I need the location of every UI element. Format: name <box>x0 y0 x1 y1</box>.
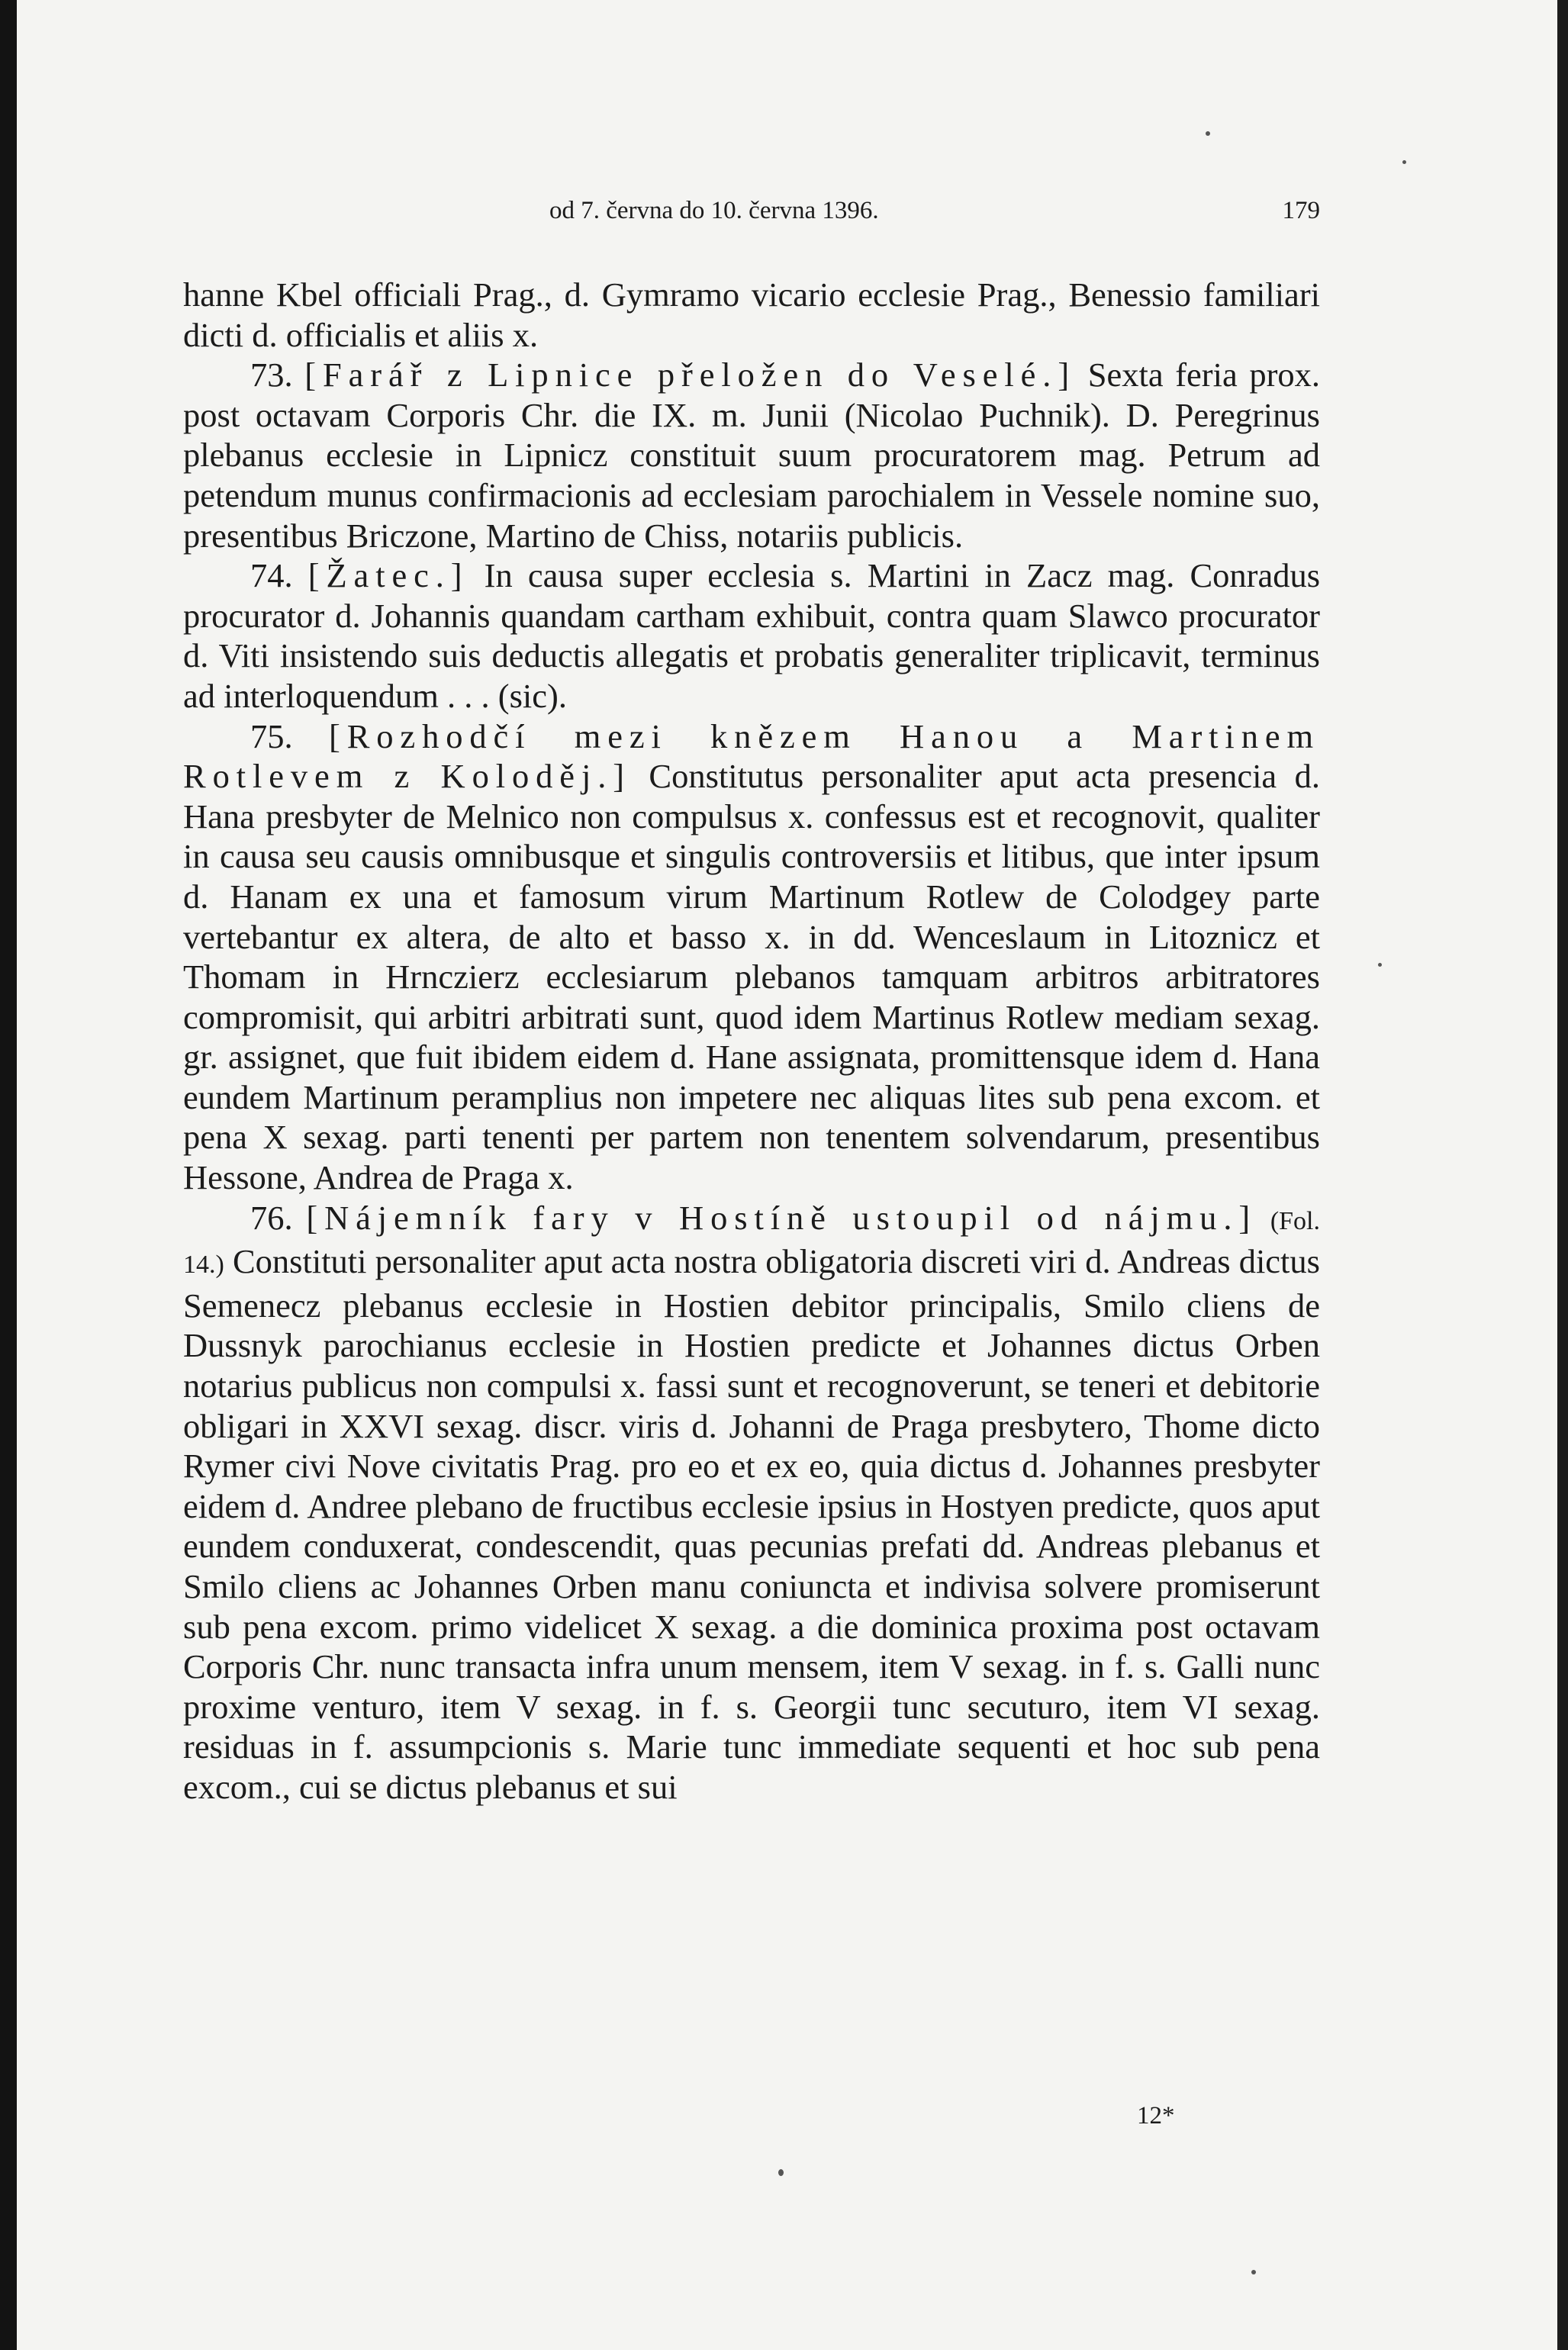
entry-73 <box>183 355 1320 555</box>
scan-edge-left <box>0 0 17 2350</box>
entry-text: Constitutus personaliter aput acta presencia d. Hana presbyter de Melnico non compulsus x. confessus est et recognovit, qualiter in causa seu causis omnibusque et singulis controversiis et litibus, que inter ipsum d. Hanam ex una et famosum virum Martinum Rotlew de Colodgey parte vertebantur ex altera, de alto et basso x. in dd. Wenceslaum in Litoznicz et Thomam in Hrnczierz ecclesiarum plebanos tamquam arbitros arbitratores compromisit, qui arbitri arbitrati sunt, quod idem Martinus Rotlew mediam sexag. gr. assignet, que fuit ibidem eidem d. Hane assignata, promittensque idem d. Hana eundem Martinum peramplius non impetere nec aliquas lites sub pena excom. et pena X sexag. parti tenenti per partem non tenentem solvendarum, presentibus Hessone, Andrea de Praga x. <box>183 757 1320 1197</box>
signature-mark: 12* <box>1137 2102 1175 2129</box>
entry-text: Sexta feria prox. post octavam Corporis Chr. die IX. m. Junii (Nicolao Puchnik). D. Peregrinus plebanus ecclesie in Lipnicz constituit suum procuratorem mag. Petrum ad petendum munus confirmacionis ad ecclesiam parochialem in Vessele nomine suo, presentibus Briczone, Martino de Chiss, notariis publicis. <box>183 356 1321 555</box>
entry-number: 76. <box>250 1198 293 1237</box>
entry-text: Constituti personaliter aput acta nostra obligatoria discreti viri d. Andreas dictus Semenecz plebanus ecclesie in Hostien debitor principalis, Smilo cliens de Dussnyk parochianus ecclesie in Hostien predicte et Johannes dictus Orben notarius publicus non compulsi x. fassi sunt et recognoverunt, se teneri et debitorie obligari in XXVI sexag. discr. viris d. Johanni de Praga presbytero, Thome dicto Rymer civi Nove civitatis Prag. pro eo et ex eo, quia dictus d. Johannes presbyter eidem d. Andree plebano de fructibus ecclesie ipsius in Hostyen predicte, quos aput eundem conduxerat, condescendit, quas pecunias prefati dd. Andreas plebanus et Smilo cliens ac Johannes Orben manu coniuncta et indivisa solvere promiserunt sub pena excom. primo videlicet X sexag. a die dominica proxima post octavam Corporis Chr. nunc transacta infra unum mensem, item V sexag. in f. s. Galli nunc proxime venturo, item V sexag. in f. s. Georgii tunc secuturo, item VI sexag. residuas in f. assumpcionis s. Marie tunc immediate sequenti et hoc sub pena excom., cui se dictus plebanus et sui <box>183 1242 1320 1806</box>
entry-76 <box>183 1198 1320 1808</box>
running-title: od 7. června do 10. června 1396. <box>549 197 879 224</box>
entry-number: 75. <box>250 716 293 755</box>
body-text <box>183 275 1320 1808</box>
entry-heading: [Rozhodčí mezi knězem Hanou a Martinem Rotlevem z Koloděj.] <box>183 716 1321 796</box>
entry-number: 74. <box>250 556 293 595</box>
page-number: 179 <box>1282 197 1320 224</box>
scan-speck <box>778 2169 784 2176</box>
scan-speck <box>1378 963 1382 967</box>
scan-speck <box>1402 160 1406 164</box>
scan-speck <box>1251 2270 1256 2274</box>
paragraph-continuation <box>183 275 1320 355</box>
scan-speck <box>1206 131 1210 136</box>
entry-text: In causa super ecclesia s. Martini in Zacz mag. Conradus procurator d. Johannis quandam cartham exhibuit, contra quam Slawco procurator d. Viti insistendo suis deductis allegatis et probatis generaliter triplicavit, terminus ad interloquendum . . . (sic). <box>183 556 1321 715</box>
entry-heading: [Nájemník fary v Hostíně ustoupil od nájmu.] <box>306 1198 1257 1237</box>
paragraph-text: hanne Kbel officiali Prag., d. Gymramo vicario ecclesie Prag., Benessio familiari dicti d. officialis et aliis x. <box>183 275 1320 354</box>
running-header <box>183 197 1320 232</box>
entry-heading: [Žatec.] <box>307 556 469 595</box>
entry-74 <box>183 555 1320 716</box>
entry-number: 73. <box>250 356 293 394</box>
scan-edge-right <box>1557 0 1568 2350</box>
entry-75 <box>183 716 1320 1198</box>
folio-marker: (Fol. 14.) <box>183 1206 1320 1280</box>
entry-heading: [Farář z Lipnice přeložen do Veselé.] <box>304 356 1077 394</box>
